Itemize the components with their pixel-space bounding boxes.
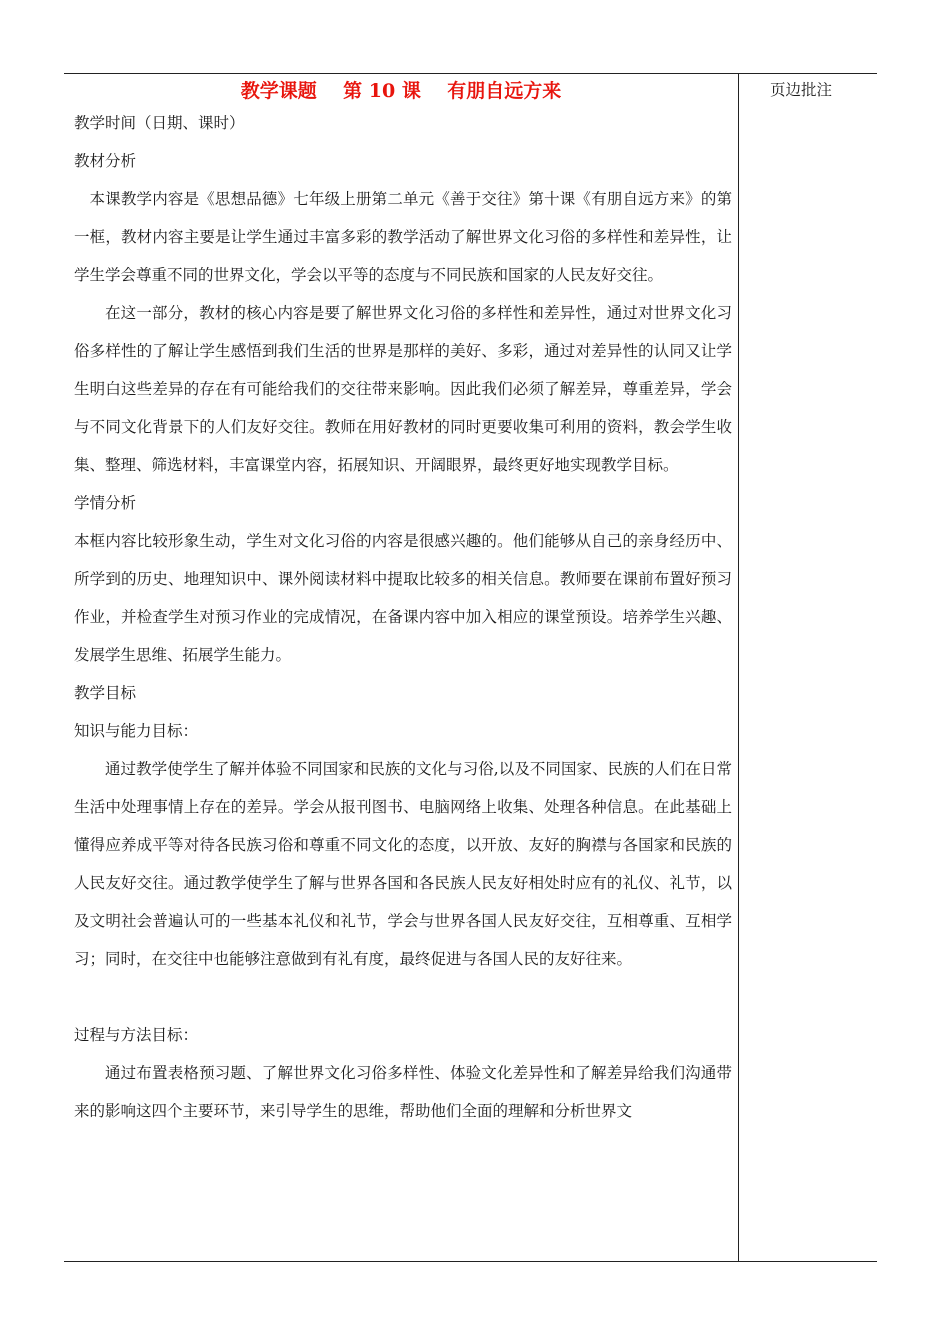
material-analysis-heading: 教材分析 <box>74 152 137 170</box>
margin-column-divider <box>738 73 739 1261</box>
material-paragraph-2: 在这一部分，教材的核心内容是要了解世界文化习俗的多样性和差异性，通过对世界文化习俗多样性的了解让学生感悟到我们生活的世界是那样的美好、多彩，通过对差异性的认同又让学生明白这些差异的存在有可能给我们的交往带来影响。因此我们必须了解差异，尊重差异，学会与不同文化背景下的人们友好交往。教师在用好教材的同时更要收集可利用的资料，教会学生收集、整理、筛选材料，丰富课堂内容，拓展知识、开阔眼界，最终更好地实现教学目标。 <box>74 304 732 474</box>
process-goals-heading: 过程与方法目标： <box>74 1026 199 1044</box>
teaching-time-label: 教学时间（日期、课时） <box>74 114 245 132</box>
knowledge-goals-heading: 知识与能力目标： <box>74 722 199 740</box>
teaching-goals-heading: 教学目标 <box>74 684 137 702</box>
margin-notes-header: 页边批注 <box>770 81 833 99</box>
material-paragraph-1: 本课教学内容是《思想品德》七年级上册第二单元《善于交往》第十课《有朋自远方来》的第一框，教材内容主要是让学生通过丰富多彩的教学活动了解世界文化习俗的多样性和差异性，让学生学会尊重不同的世界文化，学会以平等的态度与不同民族和国家的人民友好交往。 <box>74 190 732 284</box>
knowledge-goals-paragraph: 通过教学使学生了解并体验不同国家和民族的文化与习俗,以及不同国家、民族的人们在日常生活中处理事情上存在的差异。学会从报刊图书、电脑网络上收集、处理各种信息。在此基础上懂得应养成平等对待各民族习俗和尊重不同文化的态度，以开放、友好的胸襟与各国家和民族的人民友好交往。通过教学使学生了解与世界各国和各民族人民友好相处时应有的礼仪、礼节，以及文明社会普遍认可的一些基本礼仪和礼节，学会与世界各国人民友好交往，互相尊重、互相学习；同时，在交往中也能够注意做到有礼有度，最终促进与各国人民的友好往来。 <box>74 760 732 968</box>
process-goals-paragraph: 通过布置表格预习题、了解世界文化习俗多样性、体验文化差异性和了解差异给我们沟通带来的影响这四个主要环节，来引导学生的思维，帮助他们全面的理解和分析世界文 <box>74 1064 732 1120</box>
student-analysis-paragraph: 本框内容比较形象生动，学生对文化习俗的内容是很感兴趣的。他们能够从自己的亲身经历中、所学到的历史、地理知识中、课外阅读材料中提取比较多的相关信息。教师要在课前布置好预习作业，并检查学生对预习作业的完成情况，在备课内容中加入相应的课堂预设。培养学生兴趣、发展学生思维、拓展学生能力。 <box>74 532 732 664</box>
lesson-body <box>74 104 732 1130</box>
student-analysis-heading: 学情分析 <box>74 494 137 512</box>
blank-line <box>74 978 732 1016</box>
lesson-title: 教学课题 第 10 课 有朋自远方来 <box>240 80 562 102</box>
